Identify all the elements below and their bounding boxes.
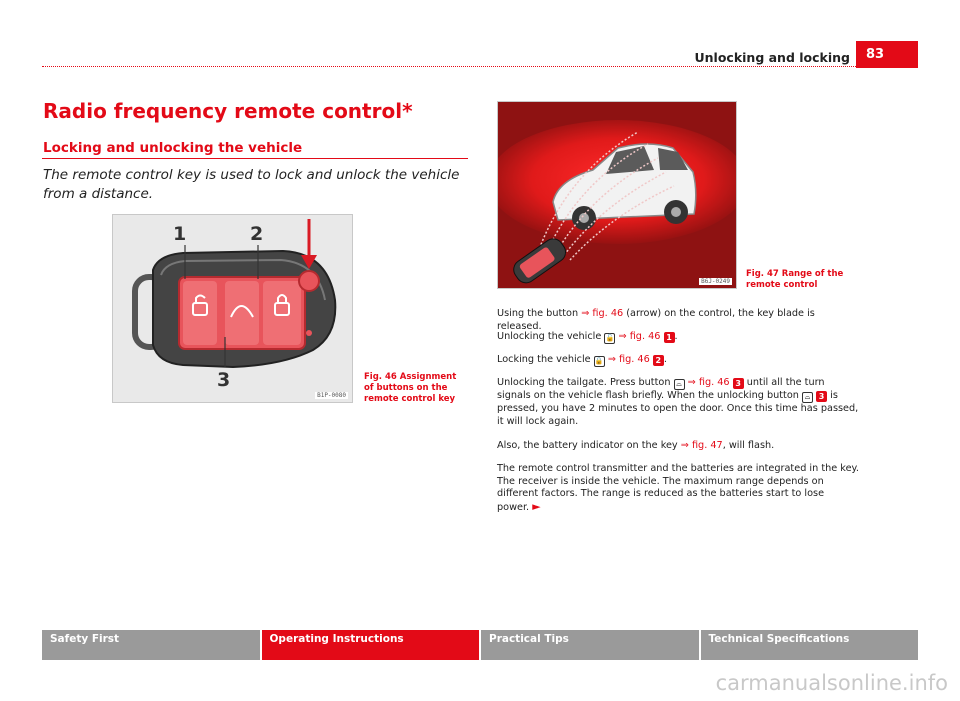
- main-heading: Radio frequency remote control*: [43, 99, 413, 123]
- tab-safety-first[interactable]: Safety First: [42, 630, 260, 660]
- callout-badge-3: 3: [733, 378, 744, 389]
- ref-fig-46-link[interactable]: ⇒ fig. 46: [581, 308, 624, 319]
- ref-fig-46-link[interactable]: ⇒ fig. 46: [687, 377, 730, 388]
- figure-46-code: B1P-0080: [317, 392, 346, 399]
- tab-technical-specifications[interactable]: Technical Specifications: [701, 630, 919, 660]
- tailgate-icon: ⌓: [674, 379, 685, 390]
- tailgate-icon: ⌓: [802, 392, 813, 403]
- sub-heading-rule: [42, 158, 468, 159]
- figure-47-remote-range: [497, 101, 737, 289]
- paragraph-release-key: Using the button ⇒ fig. 46 (arrow) on the control, the key blade is released.: [497, 308, 815, 332]
- callout-2: 2: [250, 223, 264, 245]
- callout-badge-3: 3: [816, 391, 827, 402]
- callout-1: 1: [173, 223, 187, 245]
- figure-47-code: B6J-0249: [701, 278, 730, 285]
- watermark: carmanualsonline.info: [715, 671, 948, 695]
- lock-icon: 🔒: [594, 357, 604, 365]
- page-number: 83: [856, 41, 918, 68]
- ref-fig-46-link[interactable]: ⇒ fig. 46: [607, 354, 650, 365]
- paragraph-locking: Locking the vehicle 🔒 ⇒ fig. 46 2 .: [497, 354, 667, 365]
- unlock-icon: 🔓: [605, 334, 615, 342]
- paragraph-unlocking: Unlocking the vehicle 🔓 ⇒ fig. 46 1 .: [497, 331, 678, 342]
- continue-arrow-icon: ►: [532, 499, 541, 513]
- paragraph-battery-indicator: Also, the battery indicator on the key ⇒ fig. 47, will flash.: [497, 440, 775, 451]
- figure-46-caption: Fig. 46 Assignment of buttons on the remote control key: [364, 372, 457, 404]
- running-header-title: Unlocking and locking: [694, 50, 850, 65]
- header-rule: [42, 66, 856, 67]
- tab-operating-instructions[interactable]: Operating Instructions: [262, 630, 480, 660]
- ref-fig-47-link[interactable]: ⇒ fig. 47: [680, 440, 723, 451]
- paragraph-range: The remote control transmitter and the batteries are integrated in the key. The receiver is inside the vehicle. The maximum range depends on different factors. The range is reduced as the batteries start to lose power. ►: [497, 463, 859, 513]
- callout-badge-1: 1: [664, 332, 675, 343]
- paragraph-tailgate: Unlocking the tailgate. Press button ⌓ ⇒ fig. 46 3 until all the turn signals on the vehicle flash briefly. When the unlocking button ⌓ 3 is pressed, you have 2 minutes to open the door. Once this time has passed, it will lock again.: [497, 377, 859, 427]
- sub-heading: Locking and unlocking the vehicle: [43, 140, 303, 156]
- callout-3: 3: [217, 369, 231, 391]
- figure-46-key-fob: [112, 214, 353, 403]
- remote-range-illustration: [498, 102, 737, 289]
- figure-47-caption: Fig. 47 Range of the remote control: [746, 269, 844, 290]
- callout-badge-2: 2: [653, 355, 664, 366]
- key-fob-illustration: [113, 215, 353, 403]
- tab-practical-tips[interactable]: Practical Tips: [481, 630, 699, 660]
- ref-fig-46-link[interactable]: ⇒ fig. 46: [618, 331, 661, 342]
- section-tabs: [42, 630, 918, 660]
- intro-text: The remote control key is used to lock and unlock the vehicle from a distance.: [43, 167, 460, 202]
